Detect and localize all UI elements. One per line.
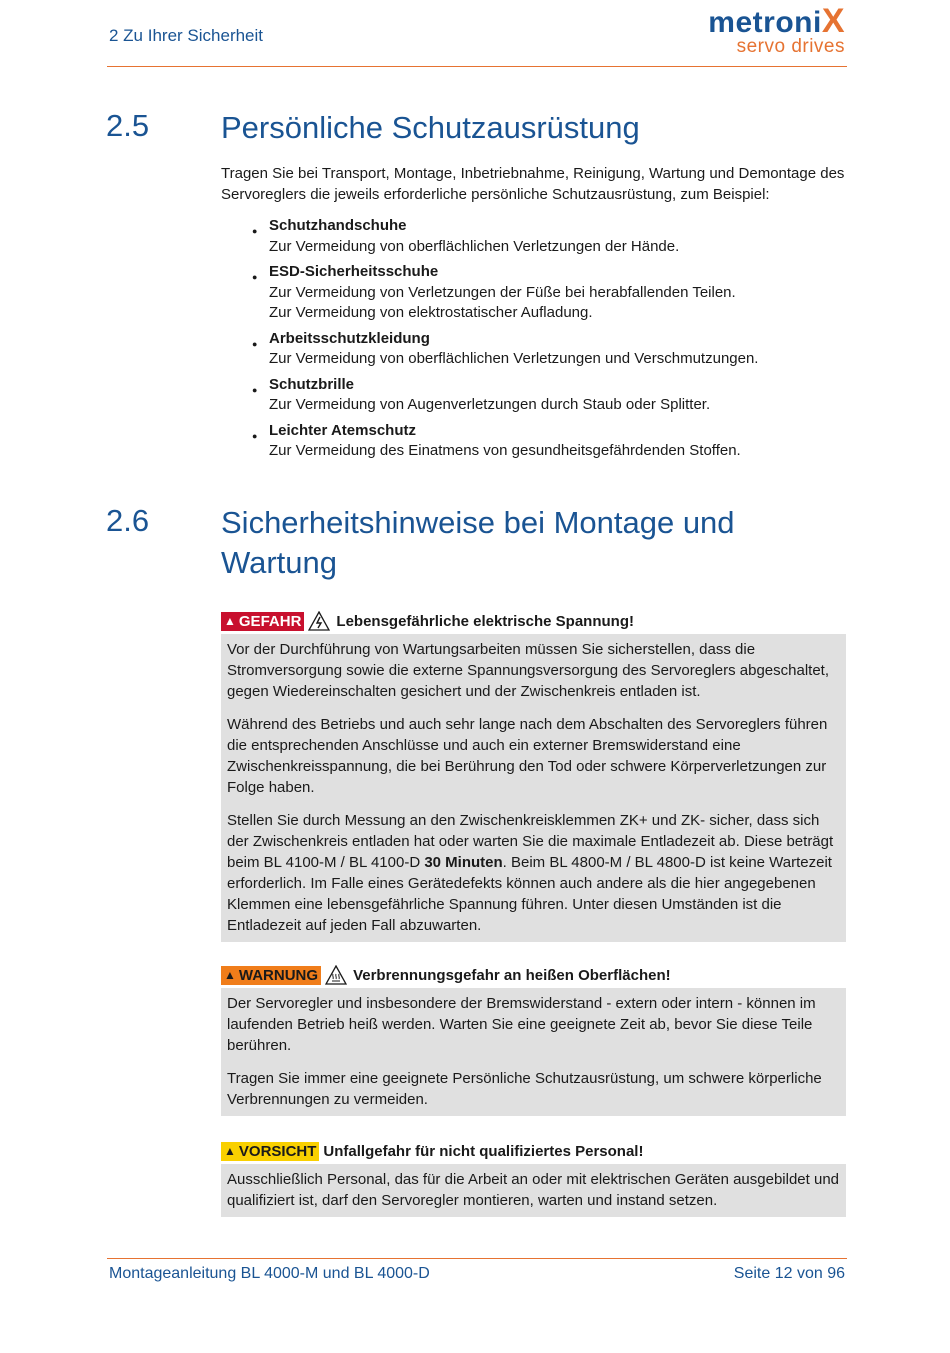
danger-paragraph: Vor der Durchführung von Wartungsarbeiten müssen Sie sicherstellen, dass die Stromversorgung sowie die externe Spannungsversorgung des Servoreglers abgeschaltet, gegen Wiedereinschalten gesichert und der Zwischenkreis entladen ist. xyxy=(227,641,830,700)
bullet-icon: ● xyxy=(252,384,258,395)
list-item: ● Schutzhandschuhe Zur Vermeidung von oberflächlichen Verletzungen der Hände. xyxy=(252,217,680,255)
warning-paragraph: Tragen Sie immer eine geeignete Persönliche Schutzausrüstung, um schwere körperliche Verbrennungen zu vermeiden. xyxy=(227,1070,822,1108)
danger-heading xyxy=(221,611,634,631)
hot-surface-icon xyxy=(325,965,347,985)
danger-title: Lebensgefährliche elektrische Spannung! xyxy=(336,612,634,630)
caution-badge: ▲ VORSICHT xyxy=(221,1142,319,1161)
logo-subtitle: servo drives xyxy=(736,36,845,57)
danger-paragraph: Stellen Sie durch Messung an den Zwischenkreisklemmen ZK+ und ZK- sicher, dass sich der Zwischenkreis entladen hat oder warten Sie die maximale Entladezeit ab. Diese beträgt beim BL 4100-M / BL 4100-D 30 Minuten. Beim BL 4800-M / BL 4800-D ist keine Wartezeit erforderlich. Im Falle eines Gerätedefekts können auch andere als die hier angegebenen Klemmen eine lebensgefährliche Spannung führen. Unter diesen Umständen ist die Entladezeit auf jeden Fall abzuwarten. xyxy=(227,812,834,934)
section-number-2-5: 2.5 xyxy=(106,108,150,143)
bullet-icon: ● xyxy=(252,226,258,236)
bullet-icon: ● xyxy=(252,430,258,441)
section-title-2-6: Sicherheitshinweise bei Montage und Wartung xyxy=(221,505,735,580)
danger-badge: ▲ GEFAHR xyxy=(221,612,304,631)
list-item: ● ESD-Sicherheitsschuhe Zur Vermeidung von Verletzungen der Füße bei herabfallenden Teilen. Zur Vermeidung von elektrostatischer Aufladung. xyxy=(252,263,736,321)
page-header xyxy=(107,0,847,67)
page-footer xyxy=(107,1258,847,1282)
ppe-list xyxy=(250,216,850,467)
document-title: Montageanleitung BL 4000-M und BL 4000-D xyxy=(109,1265,430,1282)
caution-title: Unfallgefahr für nicht qualifiziertes Personal! xyxy=(323,1142,644,1160)
section-number-2-6: 2.6 xyxy=(106,503,150,538)
chapter-title: 2 Zu Ihrer Sicherheit xyxy=(109,26,264,45)
danger-box xyxy=(221,634,846,942)
warning-paragraph: Der Servoregler und insbesondere der Bremswiderstand - extern oder intern - können im laufenden Betrieb heiß werden. Warten Sie eine geeignete Zeit ab, bevor Sie diese Teile berühren. xyxy=(227,995,816,1054)
section-intro: Tragen Sie bei Transport, Montage, Inbetriebnahme, Reinigung, Wartung und Demontage des Servoreglers die jeweils erforderliche persönliche Schutzausrüstung, zum Beispiel: xyxy=(221,165,845,203)
bullet-icon: ● xyxy=(252,272,258,282)
warning-triangle-icon: ▲ xyxy=(224,968,236,982)
bullet-icon: ● xyxy=(252,338,258,349)
warning-box xyxy=(221,988,846,1116)
warning-heading xyxy=(221,965,671,985)
page-number: Seite 12 von 96 xyxy=(733,1265,845,1282)
high-voltage-icon xyxy=(308,611,330,631)
metronix-logo xyxy=(708,4,845,56)
danger-paragraph: Während des Betriebs und auch sehr lange nach dem Abschalten des Servoreglers führen die entsprechenden Anschlüsse und auch ein externer Bremswiderstand eine Zwischenkreisspannung, die bei Berührung den Tod oder schwere Körperverletzungen zur Folge haben. xyxy=(227,716,828,796)
list-item: ● Arbeitsschutzkleidung Zur Vermeidung von oberflächlichen Verletzungen und Verschmutzungen. xyxy=(252,329,759,367)
caution-heading xyxy=(221,1141,643,1161)
logo-brand: metroniX xyxy=(708,2,845,40)
warning-triangle-icon: ▲ xyxy=(224,1144,236,1158)
list-item: ● Leichter Atemschutz Zur Vermeidung des Einatmens von gesundheitsgefährdenden Stoffen. xyxy=(252,421,741,459)
warning-badge: ▲ WARNUNG xyxy=(221,966,321,985)
warning-triangle-icon: ▲ xyxy=(224,614,236,628)
caution-paragraph: Ausschließlich Personal, das für die Arbeit an oder mit elektrischen Geräten ausgebildet und qualifiziert ist, darf den Servoregler montieren, warten und instand setzen. xyxy=(227,1171,840,1209)
section-title-2-5: Persönliche Schutzausrüstung xyxy=(221,110,640,145)
caution-box xyxy=(221,1164,846,1217)
warning-title: Verbrennungsgefahr an heißen Oberflächen! xyxy=(353,966,671,984)
list-item: ● Schutzbrille Zur Vermeidung von Augenverletzungen durch Staub oder Splitter. xyxy=(252,375,711,413)
